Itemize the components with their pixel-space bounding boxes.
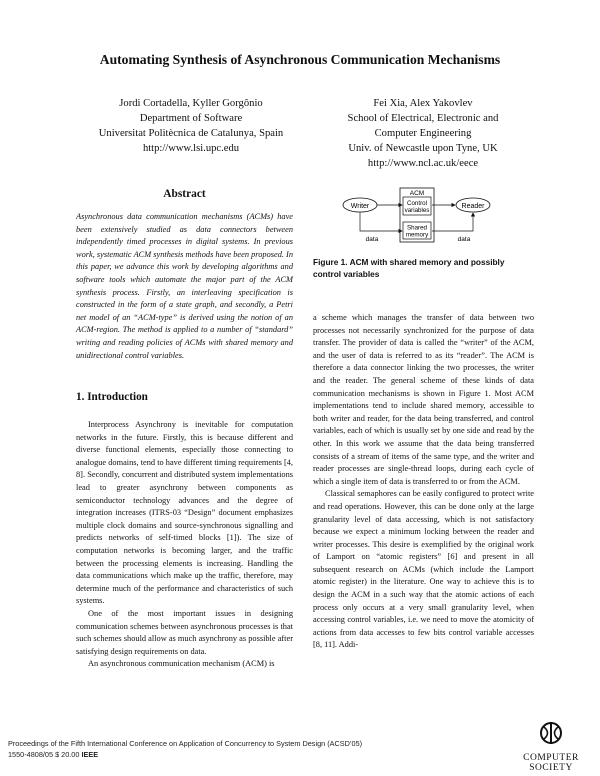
author-affiliation: Universitat Politècnica de Catalunya, Spain <box>98 128 284 139</box>
figure-caption: Figure 1. ACM with shared memory and possibly control variables <box>313 257 505 279</box>
control-label-line1: Control <box>407 200 427 207</box>
author-block-1 <box>56 96 326 156</box>
paragraph: a scheme which manages the transfer of data between two processes not necessarily synchronized for the purpose of data transfer. The provider of data is called the “writer” of the ACM, and the user of data is referred to as its “reader”. The ACM is therefore a data connector linking the two processes, the writer and the reader. The general scheme of these kinds of data communication mechanisms is shown in Figure 1. Most ACM implementations tend to include shared memory, accessible to both writer and reader, for the data being transferred, and control variables, each of which is usually set by one side and read by the other. In this work we assume that the data being transferred consists of a stream of items of the same type, and the writer and reader processes are single-thread loops, during each cycle of which a single item of data is transferred to or from the ACM. <box>313 313 534 486</box>
author-dept: School of Electrical, Electronic and <box>347 113 499 124</box>
writer-label: Writer <box>350 203 370 210</box>
page-footer <box>8 738 362 760</box>
section-heading-introduction: 1. Introduction <box>76 391 148 403</box>
author-affiliation-2: Univ. of Newcastle upon Tyne, UK <box>348 143 498 154</box>
ieee-emblem-icon <box>514 718 588 748</box>
author-url[interactable]: http://www.ncl.ac.uk/eece <box>367 158 479 169</box>
paragraph: Interprocess Asynchrony is inevitable for computation networks in the future. Firstly, this is because different and diverse functional elements, especially those connecting to analogue domains, tend to have different timing requirements [4, 8]. Secondly, concurrent and distributed system implementations lead to greater asynchrony between components as semiconductor technology advances and the degree of integration increases (ITRS-03 “Design” document emphasizes multiple clock domains and source-synchronous signalling and predicts networks of self-timed blocks [1]). The size of computation networks is becoming larger, and the traffic between the processing elements is increasing. Handling the data communications which make up the traffic, therefore, may determine much of the performance and characteristics of such systems. <box>76 420 293 606</box>
author-url[interactable]: http://www.lsi.upc.edu <box>142 143 240 154</box>
introduction-body <box>76 419 293 671</box>
abstract-text: Asynchronous data communication mechanisms (ACMs) have been extensively studied as data connectors between independently timed processes in digital systems. In previous work, systematic ACM synthesis methods have been proposed. In this paper, we advance this work by developing algorithms and software tools which automate the major part of the ACM synthesis process. Firstly, an interleaving specification is constructed in the form of a state graph, and secondly, a Petri net model of an “ACM-type” is derived using the notion of an ACM-region. The method is applied to a number of “standard” writing and reading policies of ACMs with shared memory and unidirectional control variables. <box>76 212 293 360</box>
footer-proceedings: Proceedings of the Fifth International Conference on Application of Concurrency to System Design (ACSD’05) <box>8 739 363 748</box>
acm-label: ACM <box>409 190 425 197</box>
arrow-data-reader <box>432 213 473 231</box>
footer-ieee: IEEE <box>81 750 99 759</box>
paragraph: Classical semaphores can be easily configured to protect write and read operations. However, this can be done only at the large granularity level of data accessing, which is not satisfactory because we expect a minimum locking between the reader and writer processes. This desire is exemplified by the original work of Lamport on “atomic registers” [6] and present in all subsequent research on ACMs (which include the Lamport atomic register) in the literature. One way to achieve this is to design the ACM in a such way that the atomic actions of each process only occurs at a very small granularity level, when accessing control variables, i.e. we need to move the atomicity of actions from data accesses to few bits control variable accesses [8, 11]. Addi- <box>313 489 534 650</box>
arrow-writer-data <box>360 212 402 231</box>
shared-label-line2: memory <box>405 231 429 239</box>
data-label-left: data <box>365 236 379 243</box>
paragraph: An asynchronous communication mechanism (ACM) is <box>88 659 275 669</box>
author-names: Fei Xia, Alex Yakovlev <box>373 98 473 109</box>
reader-label: Reader <box>461 203 485 210</box>
shared-label-line1: Shared <box>407 224 427 232</box>
computer-society-logo <box>514 718 588 774</box>
data-label-right: data <box>457 236 471 243</box>
figure-acm-diagram <box>338 186 498 250</box>
logo-line1: COMPUTER <box>523 753 579 763</box>
paragraph: One of the most important issues in designing communication schemes between asynchronous processes is that such schemes should allow as much asynchrony as possible after satisfying design requirements on data. <box>76 608 293 656</box>
author-affiliation: Computer Engineering <box>374 128 472 139</box>
right-column-body <box>313 312 534 652</box>
author-dept: Department of Software <box>139 113 243 124</box>
author-names: Jordi Cortadella, Kyller Gorgônio <box>119 98 263 109</box>
abstract-heading: Abstract <box>163 188 206 200</box>
footer-issn-price: 1550-4808/05 $ 20.00 <box>8 750 82 759</box>
author-block-2 <box>288 96 558 171</box>
control-label-line2: variables <box>404 207 430 214</box>
logo-line2: SOCIETY <box>529 763 573 773</box>
paper-title: Automating Synthesis of Asynchronous Communication Mechanisms <box>99 52 501 67</box>
footer-issn <box>8 749 362 760</box>
